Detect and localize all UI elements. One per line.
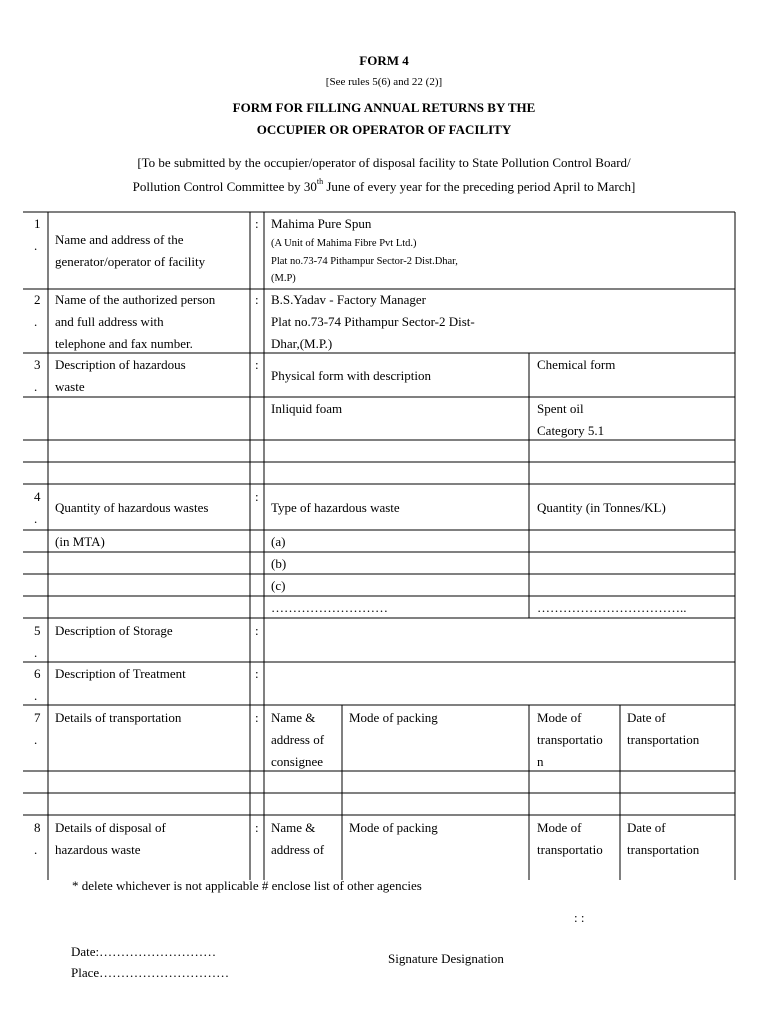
- row3-dot: .: [34, 379, 38, 394]
- row4-dots-type: ………………………: [271, 600, 388, 615]
- row2-label-line3: telephone and fax number.: [55, 336, 193, 351]
- row8-colon: :: [255, 820, 259, 835]
- row7-dot: .: [34, 732, 38, 747]
- row3-physical-value: Inliquid foam: [271, 401, 343, 416]
- row7-label: Details of transportation: [55, 710, 182, 725]
- row1-value-addr1: Plat no.73-74 Pithampur Sector-2 Dist.Dhar,: [271, 256, 458, 267]
- row8-number: 8: [34, 820, 41, 835]
- row5-dot: .: [34, 645, 38, 660]
- row3-chemical-header: Chemical form: [537, 357, 616, 372]
- signature-designation: Signature Designation: [388, 951, 504, 966]
- row2-dot: .: [34, 314, 38, 329]
- row8-mode-line1: Mode of: [537, 820, 582, 835]
- row7-packing: Mode of packing: [349, 710, 438, 725]
- form-title-line2: OCCUPIER OR OPERATOR OF FACILITY: [256, 122, 512, 137]
- row2-number: 2: [34, 292, 41, 307]
- form-title-line1: FORM FOR FILLING ANNUAL RETURNS BY THE: [232, 100, 536, 115]
- row7-mode-line2: transportatio: [537, 732, 603, 747]
- row2-label-line2: and full address with: [55, 314, 164, 329]
- row4-dot: .: [34, 511, 38, 526]
- row4-number: 4: [34, 489, 41, 504]
- form-number: FORM 4: [359, 53, 409, 68]
- row6-dot: .: [34, 688, 38, 703]
- row8-date-line2: transportation: [627, 842, 700, 857]
- row7-consignee-line2: address of: [271, 732, 325, 747]
- row7-date-line2: transportation: [627, 732, 700, 747]
- row7-consignee-line3: consignee: [271, 754, 323, 769]
- row7-colon: :: [255, 710, 259, 725]
- row6-number: 6: [34, 666, 41, 681]
- row3-colon: :: [255, 357, 259, 372]
- row7-number: 7: [34, 710, 41, 725]
- row2-value-line3: Dhar,(M.P.): [271, 336, 333, 351]
- row7-mode-line3: n: [537, 754, 544, 769]
- row8-date-line1: Date of: [627, 820, 666, 835]
- row3-label-line1: Description of hazardous: [55, 357, 186, 372]
- row3-chemical-value1: Spent oil: [537, 401, 584, 416]
- row4-item-a: (a): [271, 534, 286, 549]
- footer-colons: : :: [574, 910, 585, 925]
- row1-value-addr2: (M.P): [271, 273, 296, 284]
- row8-consignee-line2: address of: [271, 842, 325, 857]
- row5-colon: :: [255, 623, 259, 638]
- row7-consignee-line1: Name &: [271, 710, 316, 725]
- row4-qty-header: Quantity (in Tonnes/KL): [537, 500, 666, 515]
- row1-number: 1: [34, 216, 41, 231]
- row6-label: Description of Treatment: [55, 666, 186, 681]
- row3-physical-header: Physical form with description: [271, 368, 431, 383]
- row6-colon: :: [255, 666, 259, 681]
- rules-reference: [See rules 5(6) and 22 (2)]: [325, 76, 443, 88]
- row4-item-c: (c): [271, 578, 286, 593]
- row4-colon: :: [255, 489, 259, 504]
- row1-value-unit: (A Unit of Mahima Fibre Pvt Ltd.): [271, 238, 417, 249]
- submission-note-line2: Pollution Control Committee by 30th June of every year for the preceding period April to March]: [132, 177, 636, 194]
- row1-label-line1: Name and address of the: [55, 232, 184, 247]
- row5-number: 5: [34, 623, 41, 638]
- row4-type-header: Type of hazardous waste: [271, 500, 400, 515]
- row8-label-line2: hazardous waste: [55, 842, 141, 857]
- row2-label-line1: Name of the authorized person: [55, 292, 216, 307]
- submission-note-line1: [To be submitted by the occupier/operator of disposal facility to State Pollution Control Board/: [137, 155, 631, 170]
- row3-number: 3: [34, 357, 41, 372]
- row4-dots-qty: ……………………………..: [537, 600, 687, 615]
- row2-value-line1: B.S.Yadav - Factory Manager: [271, 292, 427, 307]
- row3-chemical-value2: Category 5.1: [537, 423, 605, 438]
- row8-mode-line2: transportatio: [537, 842, 603, 857]
- row7-date-line1: Date of: [627, 710, 666, 725]
- row1-dot: .: [34, 238, 38, 253]
- row8-packing: Mode of packing: [349, 820, 438, 835]
- row3-label-line2: waste: [55, 379, 85, 394]
- row8-label-line1: Details of disposal of: [55, 820, 166, 835]
- row7-mode-line1: Mode of: [537, 710, 582, 725]
- footer-note: * delete whichever is not applicable # enclose list of other agencies: [72, 878, 422, 893]
- row8-dot: .: [34, 842, 38, 857]
- place-field: Place…………………………: [71, 965, 230, 980]
- row2-colon: :: [255, 292, 259, 307]
- row8-consignee-line1: Name &: [271, 820, 316, 835]
- row2-value-line2: Plat no.73-74 Pithampur Sector-2 Dist-: [271, 314, 475, 329]
- row5-label: Description of Storage: [55, 623, 173, 638]
- row1-value-name: Mahima Pure Spun: [271, 216, 372, 231]
- row4-label-line2: (in MTA): [55, 534, 105, 549]
- row1-label-line2: generator/operator of facility: [55, 254, 206, 269]
- row1-colon: :: [255, 216, 259, 231]
- date-field: Date:………………………: [71, 944, 217, 959]
- row4-label-line1: Quantity of hazardous wastes: [55, 500, 209, 515]
- row4-item-b: (b): [271, 556, 287, 571]
